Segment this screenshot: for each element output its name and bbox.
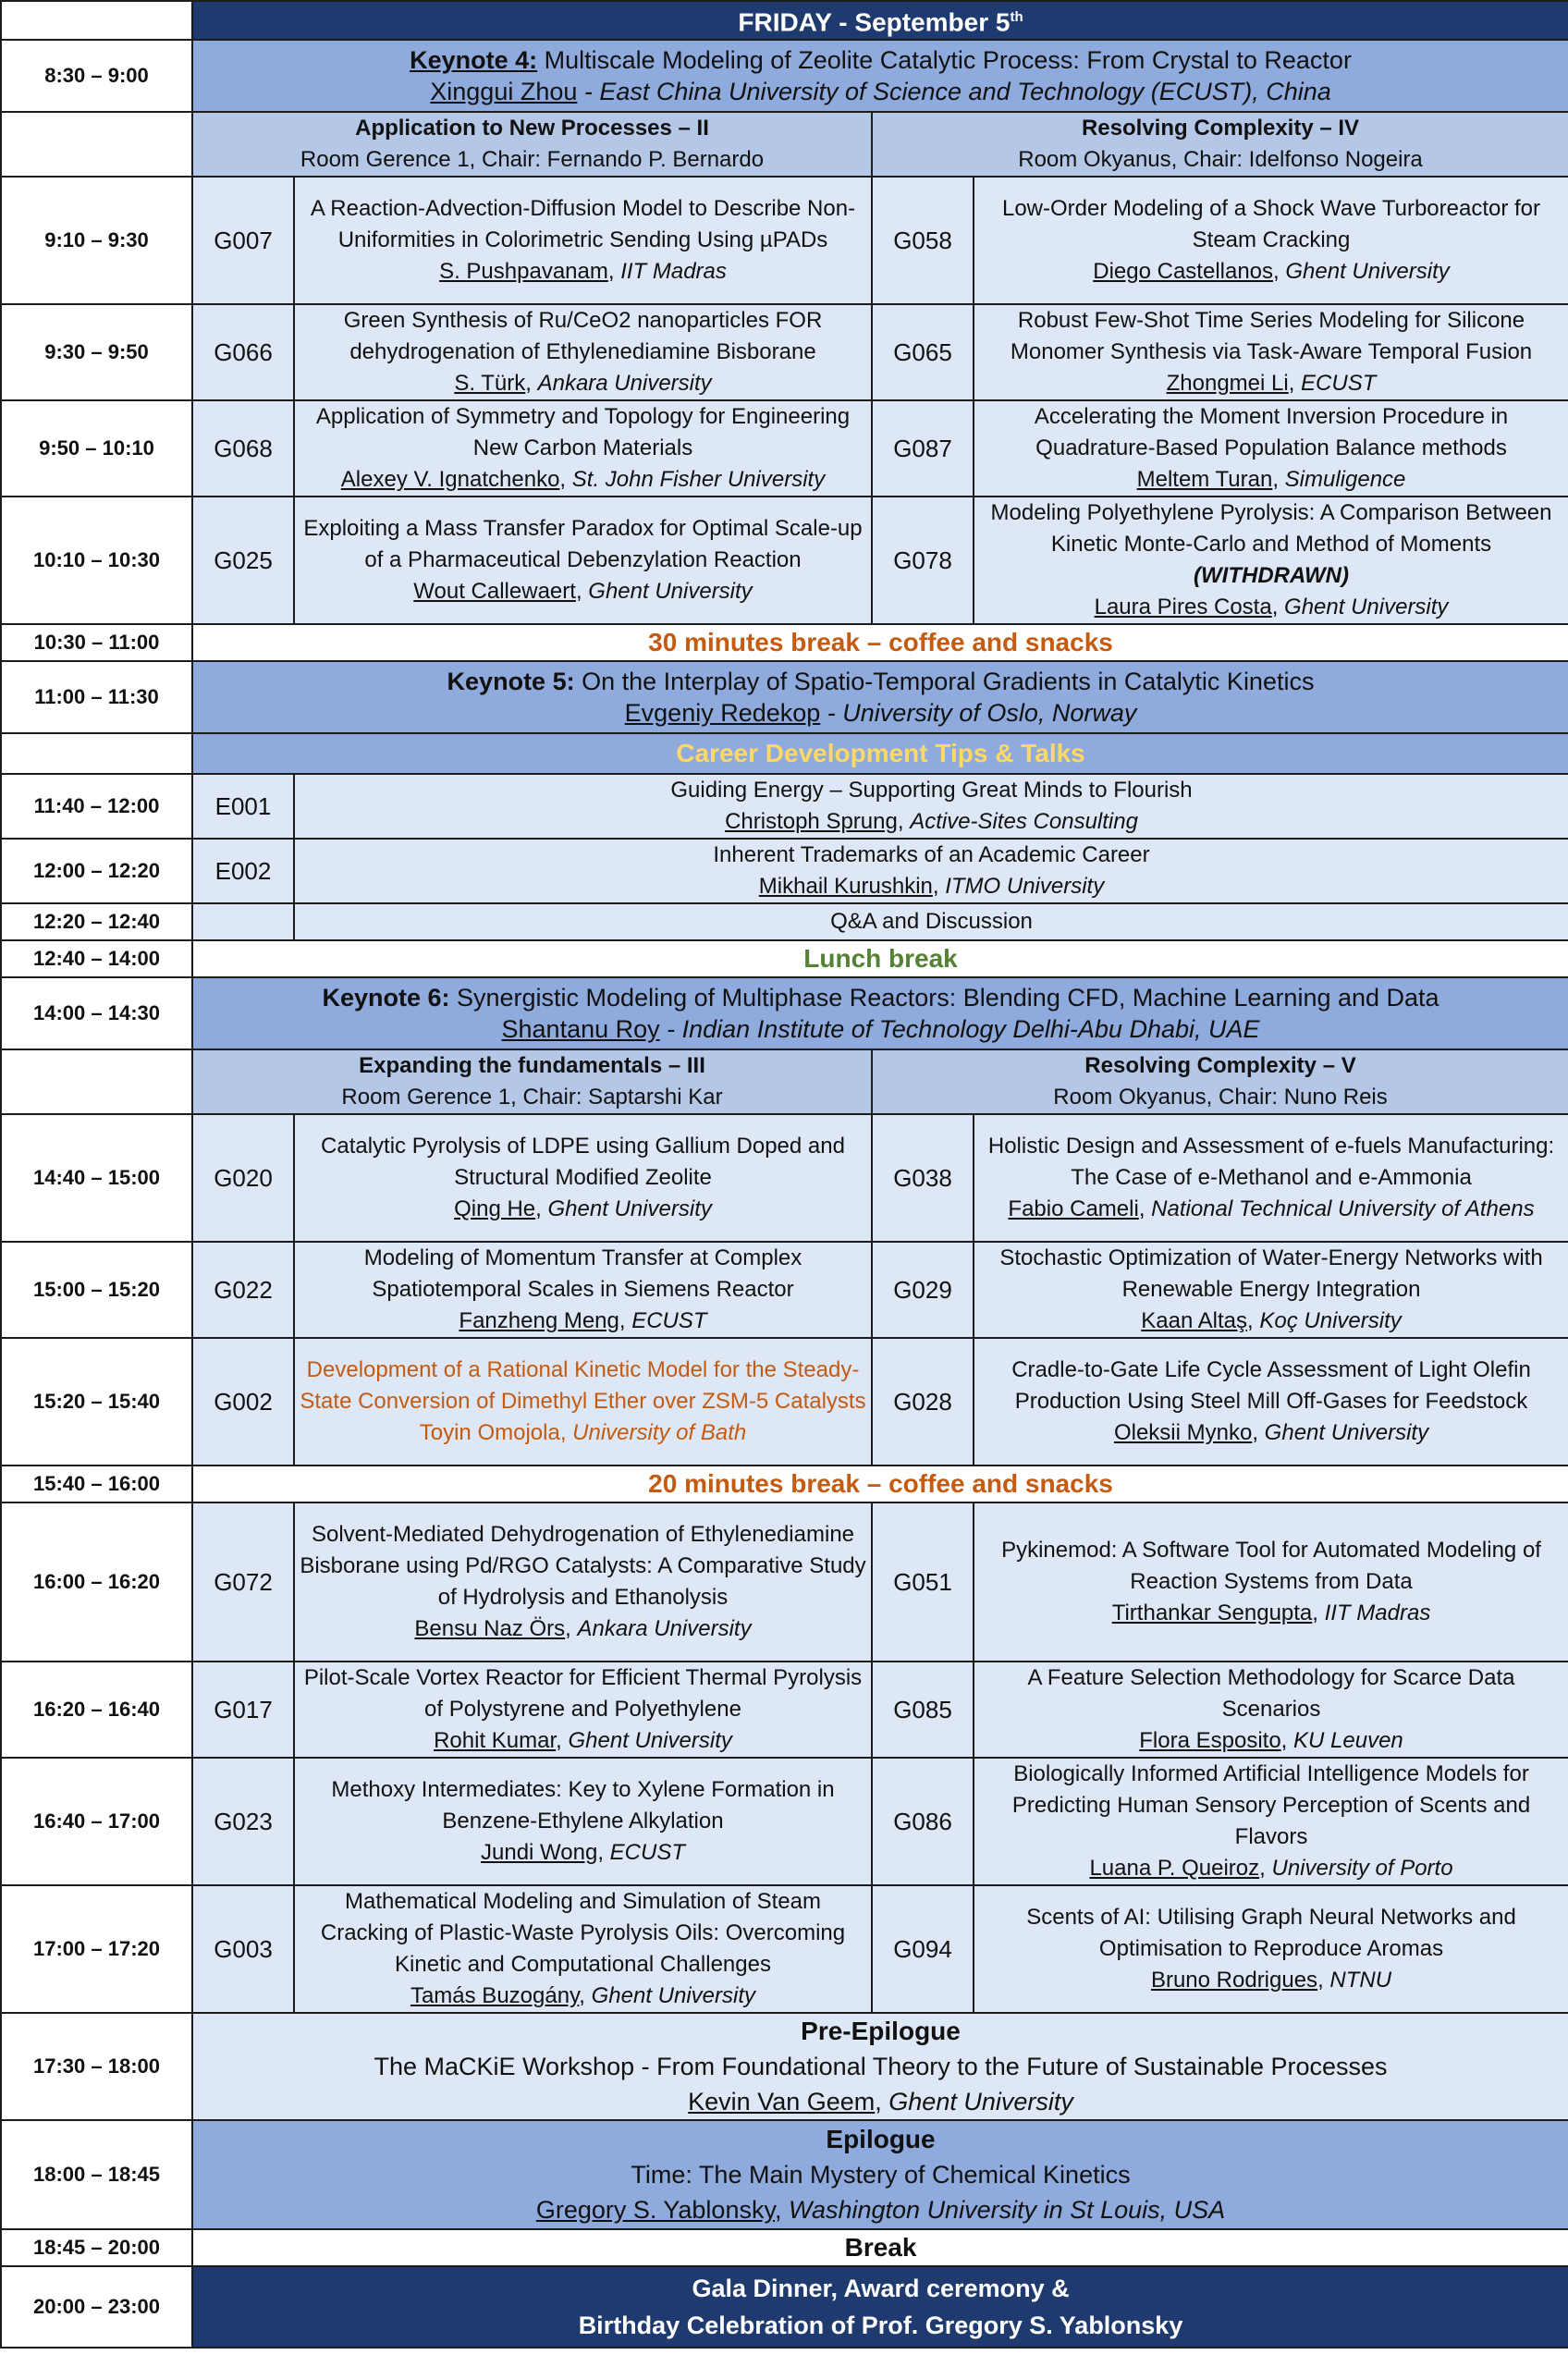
evening-break-label: Break bbox=[192, 2229, 1568, 2266]
talk-row bbox=[1, 1502, 1568, 1662]
session-header-row bbox=[1, 112, 1568, 177]
time-cell: 14:00 – 14:30 bbox=[1, 977, 192, 1049]
talk-left: Green Synthesis of Ru/CeO2 nanoparticles FOR dehydrogenation of Ethylenediamine Bisborane S. Türk, Ankara University bbox=[294, 304, 872, 400]
talk-right: Holistic Design and Assessment of e-fuels Manufacturing: The Case of e-Methanol and e-Ammonia Fabio Cameli, National Technical University of Athens bbox=[974, 1114, 1568, 1242]
coffee-break-label: 30 minutes break – coffee and snacks bbox=[192, 624, 1568, 661]
session-header-row bbox=[1, 1049, 1568, 1114]
paper-code: G086 bbox=[872, 1758, 974, 1885]
paper-code: G029 bbox=[872, 1242, 974, 1338]
qa-row bbox=[1, 903, 1568, 940]
paper-code: G072 bbox=[192, 1502, 294, 1662]
gala-dinner: Gala Dinner, Award ceremony & Birthday Celebration of Prof. Gregory S. Yablonsky bbox=[192, 2266, 1568, 2348]
day-header-row bbox=[1, 1, 1568, 40]
career-talk: Inherent Trademarks of an Academic Career Mikhail Kurushkin, ITMO University bbox=[294, 839, 1568, 903]
talk-left: Application of Symmetry and Topology for Engineering New Carbon Materials Alexey V. Ignatchenko, St. John Fisher University bbox=[294, 400, 872, 497]
time-cell: 9:50 – 10:10 bbox=[1, 400, 192, 497]
paper-code: G025 bbox=[192, 497, 294, 624]
career-row bbox=[1, 774, 1568, 839]
talk-left: Exploiting a Mass Transfer Paradox for Optimal Scale-up of a Pharmaceutical Debenzylation Reaction Wout Callewaert, Ghent University bbox=[294, 497, 872, 624]
talk-left: Pilot-Scale Vortex Reactor for Efficient Thermal Pyrolysis of Polystyrene and Polyethylene Rohit Kumar, Ghent University bbox=[294, 1662, 872, 1758]
paper-code: G068 bbox=[192, 400, 294, 497]
talk-right: Pykinemod: A Software Tool for Automated Modeling of Reaction Systems from Data Tirthankar Sengupta, IIT Madras bbox=[974, 1502, 1568, 1662]
time-cell: 15:40 – 16:00 bbox=[1, 1466, 192, 1502]
talk-left: Methoxy Intermediates: Key to Xylene Formation in Benzene-Ethylene Alkylation Jundi Wong, ECUST bbox=[294, 1758, 872, 1885]
talk-row bbox=[1, 1338, 1568, 1466]
keynote-4: Keynote 4: Multiscale Modeling of Zeolite Catalytic Process: From Crystal to Reactor Xinggui Zhou - East China University of Science and Technology (ECUST), China bbox=[192, 40, 1568, 112]
keynote-6: Keynote 6: Synergistic Modeling of Multiphase Reactors: Blending CFD, Machine Learning and Data Shantanu Roy - Indian Institute of Technology Delhi-Abu Dhabi, UAE bbox=[192, 977, 1568, 1049]
session-right-header: Resolving Complexity – IV Room Okyanus, Chair: Idelfonso Nogeira bbox=[872, 112, 1568, 177]
talk-row bbox=[1, 304, 1568, 400]
talk-right: Robust Few-Shot Time Series Modeling for Silicone Monomer Synthesis via Task-Aware Temporal Fusion Zhongmei Li, ECUST bbox=[974, 304, 1568, 400]
break-row bbox=[1, 2229, 1568, 2266]
paper-code: G066 bbox=[192, 304, 294, 400]
keynote-4-row bbox=[1, 40, 1568, 112]
career-header-row bbox=[1, 733, 1568, 774]
break-row bbox=[1, 1466, 1568, 1502]
paper-code: G022 bbox=[192, 1242, 294, 1338]
time-cell: 18:45 – 20:00 bbox=[1, 2229, 192, 2266]
time-cell: 15:20 – 15:40 bbox=[1, 1338, 192, 1466]
header-blank bbox=[1, 1, 192, 40]
talk-left-highlighted: Development of a Rational Kinetic Model for the Steady-State Conversion of Dimethyl Ether over ZSM-5 Catalysts Toyin Omojola, University of Bath bbox=[294, 1338, 872, 1466]
withdrawn-label: (WITHDRAWN) bbox=[1194, 563, 1349, 588]
talk-left: A Reaction-Advection-Diffusion Model to Describe Non-Uniformities in Colorimetric Sending Using µPADs S. Pushpavanam, IIT Madras bbox=[294, 177, 872, 304]
time-cell: 16:40 – 17:00 bbox=[1, 1758, 192, 1885]
epilogue-row bbox=[1, 2120, 1568, 2229]
time-cell: 12:40 – 14:00 bbox=[1, 940, 192, 977]
talk-right: Scents of AI: Utilising Graph Neural Networks and Optimisation to Reproduce Aromas Bruno Rodrigues, NTNU bbox=[974, 1885, 1568, 2013]
talk-row bbox=[1, 497, 1568, 624]
time-cell: 8:30 – 9:00 bbox=[1, 40, 192, 112]
pre-epilogue-row bbox=[1, 2013, 1568, 2120]
paper-code: G087 bbox=[872, 400, 974, 497]
talk-row bbox=[1, 1662, 1568, 1758]
talk-right: Stochastic Optimization of Water-Energy Networks with Renewable Energy Integration Kaan Altaş, Koç University bbox=[974, 1242, 1568, 1338]
paper-code: G017 bbox=[192, 1662, 294, 1758]
session-left-header: Application to New Processes – II Room Gerence 1, Chair: Fernando P. Bernardo bbox=[192, 112, 872, 177]
time-cell-empty bbox=[1, 733, 192, 774]
career-title: Career Development Tips & Talks bbox=[192, 733, 1568, 774]
time-cell: 9:10 – 9:30 bbox=[1, 177, 192, 304]
paper-code: G020 bbox=[192, 1114, 294, 1242]
time-cell: 11:00 – 11:30 bbox=[1, 661, 192, 733]
paper-code: G038 bbox=[872, 1114, 974, 1242]
career-talk: Guiding Energy – Supporting Great Minds to Flourish Christoph Sprung, Active-Sites Consulting bbox=[294, 774, 1568, 839]
talk-left: Modeling of Momentum Transfer at Complex Spatiotemporal Scales in Siemens Reactor Fanzheng Meng, ECUST bbox=[294, 1242, 872, 1338]
paper-code: G085 bbox=[872, 1662, 974, 1758]
talk-left: Mathematical Modeling and Simulation of Steam Cracking of Plastic-Waste Pyrolysis Oils: Overcoming Kinetic and Computational Challenges Tamás Buzogány, Ghent University bbox=[294, 1885, 872, 2013]
time-cell: 12:20 – 12:40 bbox=[1, 903, 192, 940]
code-cell-empty bbox=[192, 903, 294, 940]
keynote-5-row bbox=[1, 661, 1568, 733]
talk-row bbox=[1, 400, 1568, 497]
talk-row bbox=[1, 1758, 1568, 1885]
paper-code: G028 bbox=[872, 1338, 974, 1466]
coffee-break-label: 20 minutes break – coffee and snacks bbox=[192, 1466, 1568, 1502]
paper-code: E002 bbox=[192, 839, 294, 903]
qa-label: Q&A and Discussion bbox=[294, 903, 1568, 940]
talk-row bbox=[1, 1114, 1568, 1242]
time-cell: 16:00 – 16:20 bbox=[1, 1502, 192, 1662]
session-left-header: Expanding the fundamentals – III Room Gerence 1, Chair: Saptarshi Kar bbox=[192, 1049, 872, 1114]
break-row bbox=[1, 624, 1568, 661]
talk-row bbox=[1, 1885, 1568, 2013]
time-cell: 10:10 – 10:30 bbox=[1, 497, 192, 624]
paper-code: G007 bbox=[192, 177, 294, 304]
talk-right: Cradle-to-Gate Life Cycle Assessment of Light Olefin Production Using Steel Mill Off-Gases for Feedstock Oleksii Mynko, Ghent University bbox=[974, 1338, 1568, 1466]
paper-code: G094 bbox=[872, 1885, 974, 2013]
time-cell: 18:00 – 18:45 bbox=[1, 2120, 192, 2229]
lunch-row bbox=[1, 940, 1568, 977]
talk-left: Solvent-Mediated Dehydrogenation of Ethylenediamine Bisborane using Pd/RGO Catalysts: A Comparative Study of Hydrolysis and Ethanolysis Bensu Naz Örs, Ankara University bbox=[294, 1502, 872, 1662]
time-cell: 11:40 – 12:00 bbox=[1, 774, 192, 839]
talk-left: Catalytic Pyrolysis of LDPE using Gallium Doped and Structural Modified Zeolite Qing He, Ghent University bbox=[294, 1114, 872, 1242]
keynote-5: Keynote 5: On the Interplay of Spatio-Temporal Gradients in Catalytic Kinetics Evgeniy Redekop - University of Oslo, Norway bbox=[192, 661, 1568, 733]
time-cell: 9:30 – 9:50 bbox=[1, 304, 192, 400]
paper-code: G065 bbox=[872, 304, 974, 400]
pre-epilogue: Pre-Epilogue The MaCKiE Workshop - From Foundational Theory to the Future of Sustainable Processes Kevin Van Geem, Ghent University bbox=[192, 2013, 1568, 2120]
time-cell: 10:30 – 11:00 bbox=[1, 624, 192, 661]
career-row bbox=[1, 839, 1568, 903]
paper-code: G003 bbox=[192, 1885, 294, 2013]
paper-code: G058 bbox=[872, 177, 974, 304]
paper-code: E001 bbox=[192, 774, 294, 839]
time-cell: 17:30 – 18:00 bbox=[1, 2013, 192, 2120]
talk-row bbox=[1, 1242, 1568, 1338]
time-cell: 12:00 – 12:20 bbox=[1, 839, 192, 903]
paper-code: G023 bbox=[192, 1758, 294, 1885]
paper-code: G002 bbox=[192, 1338, 294, 1466]
time-cell-empty bbox=[1, 1049, 192, 1114]
epilogue: Epilogue Time: The Main Mystery of Chemical Kinetics Gregory S. Yablonsky, Washington University in St Louis, USA bbox=[192, 2120, 1568, 2229]
paper-code: G051 bbox=[872, 1502, 974, 1662]
talk-right: A Feature Selection Methodology for Scarce Data Scenarios Flora Esposito, KU Leuven bbox=[974, 1662, 1568, 1758]
gala-row bbox=[1, 2266, 1568, 2348]
day-header: FRIDAY - September 5th bbox=[192, 1, 1568, 40]
time-cell-empty bbox=[1, 112, 192, 177]
talk-right: Modeling Polyethylene Pyrolysis: A Comparison Between Kinetic Monte-Carlo and Method of Moments (WITHDRAWN) Laura Pires Costa, Ghent University bbox=[974, 497, 1568, 624]
session-right-header: Resolving Complexity – V Room Okyanus, Chair: Nuno Reis bbox=[872, 1049, 1568, 1114]
time-cell: 17:00 – 17:20 bbox=[1, 1885, 192, 2013]
talk-right: Low-Order Modeling of a Shock Wave Turboreactor for Steam Cracking Diego Castellanos, Ghent University bbox=[974, 177, 1568, 304]
time-cell: 15:00 – 15:20 bbox=[1, 1242, 192, 1338]
talk-right: Biologically Informed Artificial Intelligence Models for Predicting Human Sensory Perception of Scents and Flavors Luana P. Queiroz, University of Porto bbox=[974, 1758, 1568, 1885]
time-cell: 16:20 – 16:40 bbox=[1, 1662, 192, 1758]
lunch-label: Lunch break bbox=[192, 940, 1568, 977]
time-cell: 20:00 – 23:00 bbox=[1, 2266, 192, 2348]
talk-right: Accelerating the Moment Inversion Procedure in Quadrature-Based Population Balance methods Meltem Turan, Simuligence bbox=[974, 400, 1568, 497]
keynote-6-row bbox=[1, 977, 1568, 1049]
talk-row bbox=[1, 177, 1568, 304]
paper-code: G078 bbox=[872, 497, 974, 624]
time-cell: 14:40 – 15:00 bbox=[1, 1114, 192, 1242]
